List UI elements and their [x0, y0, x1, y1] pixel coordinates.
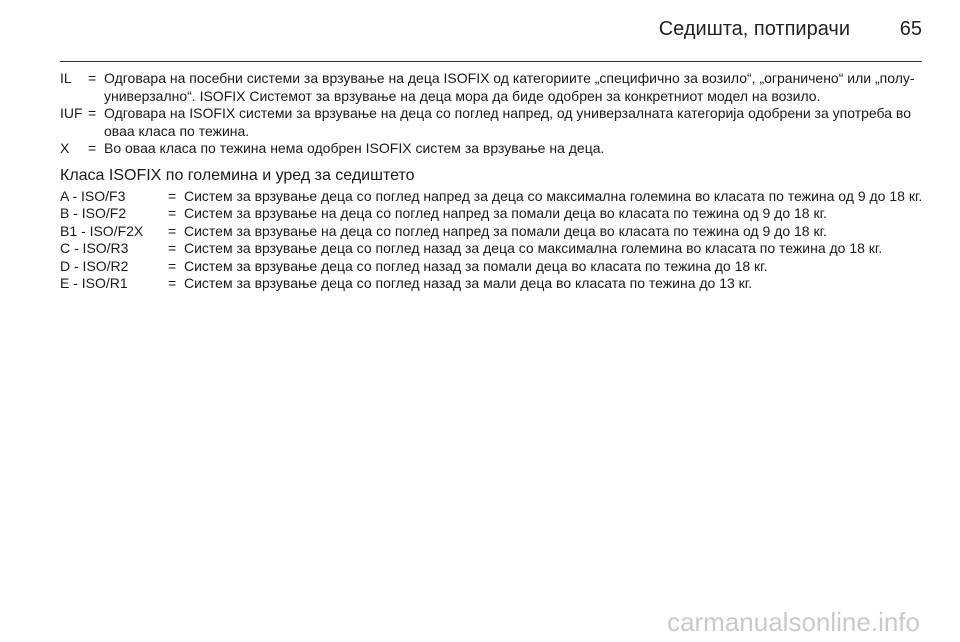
- equals-sign: =: [168, 205, 177, 221]
- class-item-a: [60, 188, 924, 206]
- page-number: 65: [899, 18, 922, 40]
- class-code: C - ISO/R3: [60, 240, 129, 256]
- class-code: B1 - ISO/F2X: [60, 222, 144, 239]
- legend-description: Одговара на посебни системи за врзување на деца ISOFIX од категориите „специфично за возило“, „ограничено“ или „полу-универзално“. ISOFIX Системот за врзување на деца мора да биде одобрен за конкретниот модел на возило.: [104, 70, 915, 104]
- class-description: Систем за врзување деца со поглед назад за мали деца во класата по тежина до 13 кг.: [184, 275, 753, 291]
- legend-item-x: [60, 140, 924, 158]
- equals-sign: =: [88, 70, 97, 86]
- legend-code: IL: [60, 70, 72, 86]
- equals-sign: =: [88, 140, 97, 156]
- class-code: A - ISO/F3: [60, 187, 126, 204]
- page-content: [60, 70, 924, 293]
- legend-item-iuf: [60, 105, 924, 140]
- header-divider: [60, 61, 922, 62]
- class-description: Систем за врзување деца со поглед назад за деца со максимална големина во класата по тежина до 18 кг.: [184, 240, 883, 256]
- legend-list: [60, 70, 924, 158]
- isofix-class-list: [60, 188, 924, 293]
- legend-code: IUF: [60, 105, 83, 121]
- class-description: Систем за врзување на деца со поглед напред за помали деца во класата по тежина од 9 до 18 кг.: [184, 205, 827, 221]
- section-heading: Класа ISOFIX по големина и уред за седиштето: [60, 166, 415, 184]
- class-item-b: [60, 205, 924, 223]
- class-description: Систем за врзување на деца со поглед напред за помали деца во класата по тежина од 9 до 18 кг.: [184, 222, 827, 239]
- page-header-title: Седишта, потпирачи: [658, 18, 850, 40]
- class-code: E - ISO/R1: [60, 275, 128, 291]
- class-code: D - ISO/R2: [60, 257, 129, 274]
- equals-sign: =: [168, 257, 177, 274]
- equals-sign: =: [168, 240, 177, 256]
- class-description: Систем за врзување деца со поглед назад за помали деца во класата по тежина до 18 кг.: [184, 257, 768, 274]
- equals-sign: =: [168, 187, 177, 204]
- legend-description: Одговара на ISOFIX системи за врзување на деца со поглед напред, од универзалната категорија одобрени за употреба во оваа класа по тежина.: [104, 105, 911, 139]
- legend-description: Во оваа класа по тежина нема одобрен ISOFIX систем за врзување на деца.: [104, 140, 605, 156]
- legend-code: X: [60, 140, 70, 156]
- equals-sign: =: [88, 105, 97, 121]
- class-code: B - ISO/F2: [60, 205, 127, 221]
- watermark: carmanualsonline.info: [667, 607, 920, 637]
- class-item-e: [60, 275, 924, 293]
- class-item-d: [60, 258, 924, 276]
- legend-item-il: [60, 70, 924, 105]
- class-item-c: [60, 240, 924, 258]
- equals-sign: =: [168, 275, 177, 291]
- equals-sign: =: [168, 222, 177, 239]
- class-description: Систем за врзување деца со поглед напред за деца со максимална големина во класата по тежина од 9 до 18 кг.: [184, 187, 923, 204]
- class-item-b1: [60, 223, 924, 241]
